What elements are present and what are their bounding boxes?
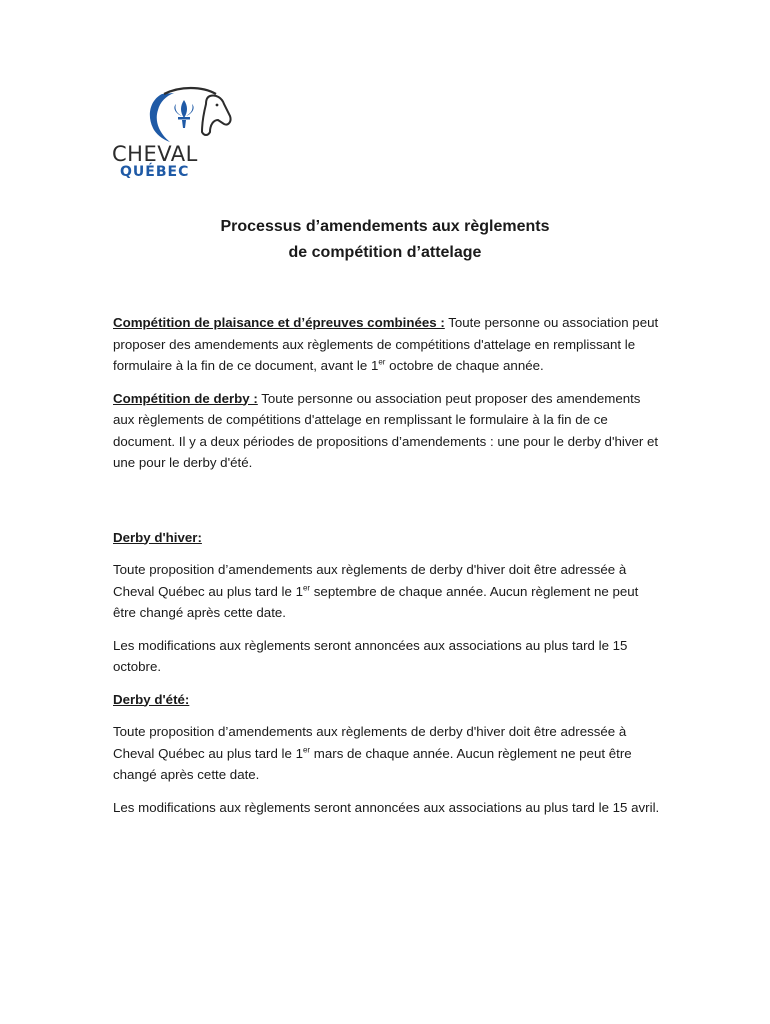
- winter-p1-b: septembre de chaque année. Aucun règlement ne peut être changé après cette date.: [113, 583, 639, 620]
- section-derby-text: Toute personne ou association peut proposer des amendements aux règlements de compétitions d'attelage en remplissant le formulaire à la fin de ce document. Il y a deux périodes de propositions d’amendements : une pour le derby d'hiver et une pour le derby d'été.: [113, 390, 659, 470]
- section-plaisance: [113, 312, 663, 377]
- section-plaisance-text-a: Toute personne ou association peut proposer des amendements aux règlements de compétitions d'attelage en remplissant le formulaire à la fin de ce document, avant le 1: [113, 315, 659, 373]
- title-line-2: de compétition d’attelage: [288, 244, 482, 261]
- summer-paragraph-2: Les modifications aux règlements seront annoncées aux associations au plus tard le 15 avril.: [113, 799, 660, 815]
- section-plaisance-label: Compétition de plaisance et d’épreuves combinées :: [113, 315, 445, 330]
- winter-heading: [113, 527, 663, 549]
- document-body: [113, 312, 663, 829]
- cheval-quebec-logo: [112, 86, 242, 182]
- logo-text-cheval: CHEVAL: [112, 142, 198, 166]
- summer-heading-label: Derby d'été:: [113, 691, 190, 707]
- superscript-er: er: [378, 357, 386, 367]
- section-derby-label: Compétition de derby :: [113, 390, 258, 406]
- spacer: [113, 485, 663, 527]
- superscript-er: er: [302, 745, 311, 755]
- document-title: [0, 214, 770, 266]
- title-line-1: Processus d’amendements aux règlements: [220, 218, 550, 235]
- summer-heading: [113, 689, 663, 711]
- horse-head-fleur-de-lis-icon: [144, 86, 236, 144]
- winter-heading-label: Derby d'hiver:: [113, 529, 202, 545]
- winter-paragraph-1: [113, 559, 663, 624]
- superscript-er: er: [302, 583, 311, 593]
- summer-p1-a: Toute proposition d’amendements aux règlements de derby d'hiver doit être adressée à Cheval Québec au plus tard le 1: [113, 724, 627, 761]
- summer-paragraph-1: [113, 721, 663, 786]
- logo-text-quebec: QUÉBEC: [120, 164, 190, 180]
- section-derby: [113, 388, 663, 474]
- summer-p1-b: mars de chaque année. Aucun règlement ne peut être changé après cette date.: [113, 745, 632, 782]
- winter-paragraph-2: Les modifications aux règlements seront annoncées aux associations au plus tard le 15 octobre.: [113, 637, 628, 674]
- section-plaisance-text-b: octobre de chaque année.: [385, 358, 544, 373]
- winter-p1-a: Toute proposition d’amendements aux règlements de derby d'hiver doit être adressée à Cheval Québec au plus tard le 1: [113, 562, 627, 599]
